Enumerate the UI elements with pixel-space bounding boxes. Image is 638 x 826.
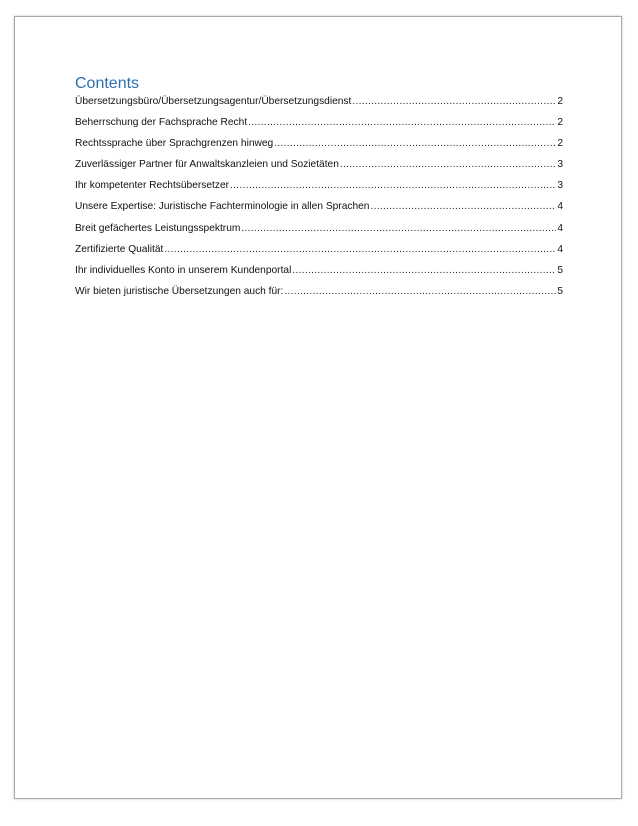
table-of-contents xyxy=(75,96,563,307)
toc-entry-page: 3 xyxy=(557,159,563,171)
toc-entry-page: 4 xyxy=(557,201,563,213)
toc-entry[interactable] xyxy=(75,286,563,307)
toc-entry[interactable] xyxy=(75,223,563,244)
toc-entry[interactable] xyxy=(75,244,563,265)
toc-entry-page: 5 xyxy=(557,264,563,276)
toc-entry-page: 2 xyxy=(557,96,563,107)
toc-entry-page: 3 xyxy=(557,180,563,192)
toc-dot-leader xyxy=(274,138,556,149)
toc-entry-page: 5 xyxy=(557,285,563,297)
toc-entry-title: Rechtssprache über Sprachgrenzen hinweg xyxy=(75,138,274,150)
toc-dot-leader xyxy=(230,180,556,191)
toc-dot-leader xyxy=(352,96,556,107)
toc-entry-title: Wir bieten juristische Übersetzungen auch für: xyxy=(75,285,284,297)
toc-entry-title: Breit gefächertes Leistungsspektrum xyxy=(75,222,241,234)
toc-entry[interactable] xyxy=(75,265,563,286)
document-page xyxy=(14,16,622,799)
toc-entry[interactable] xyxy=(75,159,563,180)
toc-dot-leader xyxy=(248,117,556,128)
toc-dot-leader xyxy=(284,286,556,297)
toc-entry[interactable] xyxy=(75,180,563,201)
toc-dot-leader xyxy=(370,201,556,212)
toc-entry-page: 2 xyxy=(557,117,563,129)
toc-dot-leader xyxy=(241,223,556,234)
toc-entry[interactable] xyxy=(75,117,563,138)
toc-entry-title: Zuverlässiger Partner für Anwaltskanzleien und Sozietäten xyxy=(75,159,339,171)
toc-dot-leader xyxy=(164,244,556,255)
toc-entry[interactable] xyxy=(75,138,563,159)
toc-entry-page: 2 xyxy=(557,138,563,150)
toc-entry-page: 4 xyxy=(557,243,563,255)
toc-entry-title: Zertifizierte Qualität xyxy=(75,243,164,255)
toc-entry-title: Beherrschung der Fachsprache Recht xyxy=(75,117,248,129)
toc-dot-leader xyxy=(340,159,556,170)
toc-dot-leader xyxy=(292,265,556,276)
toc-entry[interactable] xyxy=(75,201,563,222)
toc-entry-title: Übersetzungsbüro/Übersetzungsagentur/Übersetzungsdienst xyxy=(75,96,352,107)
toc-entry[interactable] xyxy=(75,96,563,117)
toc-entry-title: Ihr kompetenter Rechtsübersetzer xyxy=(75,180,230,192)
toc-entry-title: Ihr individuelles Konto in unserem Kundenportal xyxy=(75,264,292,276)
toc-heading: Contents xyxy=(75,75,140,92)
toc-entry-page: 4 xyxy=(557,222,563,234)
toc-entry-title: Unsere Expertise: Juristische Fachterminologie in allen Sprachen xyxy=(75,201,370,213)
